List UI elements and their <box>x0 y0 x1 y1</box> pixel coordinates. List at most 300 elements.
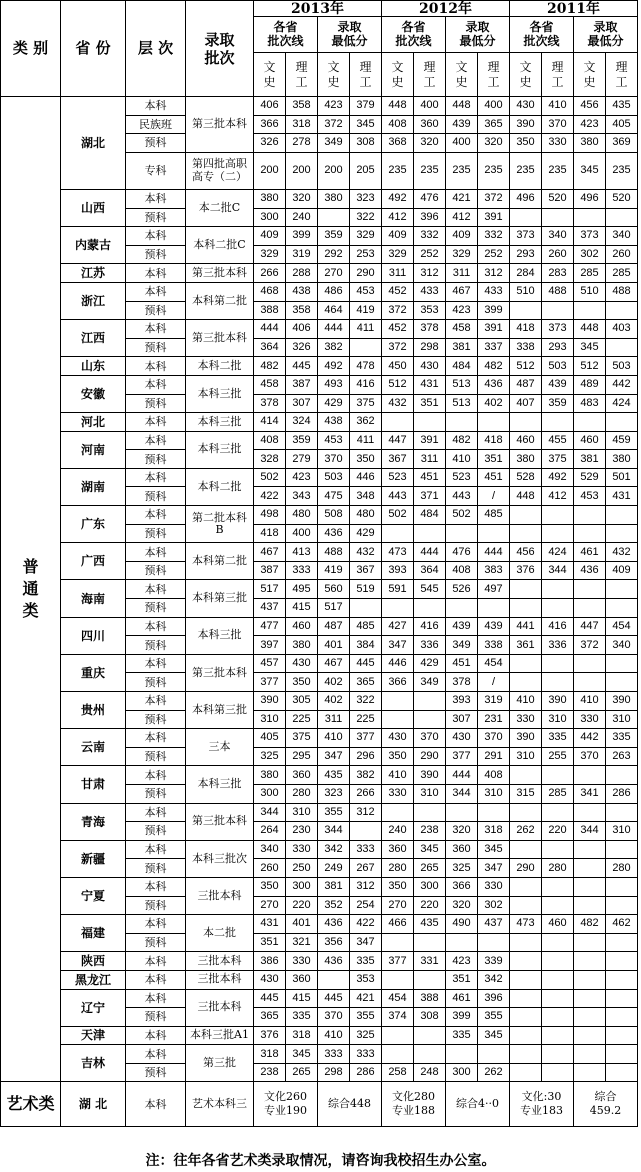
score-cell: 353 <box>350 970 382 989</box>
score-cell: 333 <box>318 1045 350 1064</box>
score-cell: 238 <box>254 1063 286 1082</box>
level-cell: 本科 <box>126 729 186 748</box>
score-cell <box>542 208 574 227</box>
score-cell: 375 <box>286 729 318 748</box>
score-cell: 454 <box>606 617 638 636</box>
score-cell <box>414 970 446 989</box>
header-li-gong: 理 工 <box>414 53 446 97</box>
level-cell: 预科 <box>126 896 186 915</box>
score-cell: 496 <box>510 189 542 208</box>
score-cell: 337 <box>478 338 510 357</box>
score-cell: 520 <box>606 189 638 208</box>
table-row <box>1 357 638 376</box>
level-cell: 本科 <box>126 264 186 283</box>
score-cell: 380 <box>318 189 350 208</box>
batch-cell: 三本 <box>186 729 254 766</box>
province-name: 海南 <box>61 580 126 617</box>
score-cell <box>542 933 574 952</box>
header-batch: 录取 批次 <box>186 1 254 97</box>
score-cell: 312 <box>478 264 510 283</box>
score-cell: 262 <box>478 1063 510 1082</box>
score-cell <box>510 1063 542 1082</box>
score-cell: 353 <box>414 301 446 320</box>
score-cell: 372 <box>382 338 414 357</box>
score-cell <box>606 989 638 1008</box>
score-cell: 326 <box>286 338 318 357</box>
score-cell: 329 <box>254 245 286 264</box>
score-cell: 370 <box>542 115 574 134</box>
score-cell: 355 <box>318 803 350 822</box>
score-cell: 323 <box>350 189 382 208</box>
table-row <box>1 431 638 450</box>
score-cell <box>382 1026 414 1045</box>
score-cell: 370 <box>574 747 606 766</box>
score-cell: 467 <box>446 282 478 301</box>
score-cell <box>574 1063 606 1082</box>
level-cell: 预科 <box>126 933 186 952</box>
score-cell: 335 <box>446 1026 478 1045</box>
score-cell <box>414 524 446 543</box>
score-cell: 265 <box>286 1063 318 1082</box>
score-cell: 452 <box>382 320 414 339</box>
header-province: 省 份 <box>61 1 126 97</box>
score-cell: 485 <box>350 617 382 636</box>
score-cell: 290 <box>414 747 446 766</box>
province-name: 辽宁 <box>61 989 126 1026</box>
score-cell: 336 <box>542 636 574 655</box>
score-cell: 318 <box>286 115 318 134</box>
score-cell: 433 <box>414 282 446 301</box>
art-min-score: 综合 459.2 <box>574 1082 638 1127</box>
score-cell: 302 <box>574 245 606 264</box>
level-cell: 预科 <box>126 450 186 469</box>
score-cell: 523 <box>446 468 478 487</box>
score-cell: 345 <box>478 840 510 859</box>
score-cell <box>574 766 606 785</box>
score-cell: 312 <box>350 877 382 896</box>
score-cell: 419 <box>318 561 350 580</box>
score-cell: 365 <box>350 673 382 692</box>
score-cell: 498 <box>254 506 286 525</box>
score-cell: 200 <box>286 152 318 189</box>
score-cell: 355 <box>350 1008 382 1027</box>
score-cell <box>414 692 446 711</box>
score-cell: 430 <box>414 357 446 376</box>
score-cell: 373 <box>542 320 574 339</box>
score-cell <box>414 413 446 432</box>
score-cell: 253 <box>350 245 382 264</box>
level-cell: 本科 <box>126 97 186 116</box>
score-cell: 325 <box>446 859 478 878</box>
score-cell: 351 <box>254 933 286 952</box>
score-cell: 460 <box>574 431 606 450</box>
score-cell: 367 <box>382 450 414 469</box>
score-cell: 372 <box>574 636 606 655</box>
score-cell <box>606 896 638 915</box>
score-cell: 390 <box>606 692 638 711</box>
province-name: 江苏 <box>61 264 126 283</box>
batch-cell: 本科三批 <box>186 766 254 803</box>
header-batch-line: 各省 批次线 <box>510 17 574 53</box>
score-cell: 373 <box>510 227 542 246</box>
score-cell: 364 <box>414 561 446 580</box>
score-cell: 512 <box>510 357 542 376</box>
score-cell: 336 <box>414 636 446 655</box>
score-cell: 453 <box>318 431 350 450</box>
score-cell: 372 <box>478 189 510 208</box>
header-wen-shi: 文 史 <box>446 53 478 97</box>
score-cell: 387 <box>286 375 318 394</box>
score-cell: 484 <box>446 357 478 376</box>
score-cell <box>478 803 510 822</box>
level-cell: 预科 <box>126 134 186 153</box>
level-cell: 本科 <box>126 189 186 208</box>
score-cell <box>606 599 638 618</box>
level-cell: 专科 <box>126 152 186 189</box>
score-cell: 311 <box>414 450 446 469</box>
score-cell: 290 <box>350 264 382 283</box>
score-cell <box>574 877 606 896</box>
level-cell: 本科 <box>126 654 186 673</box>
score-cell: 399 <box>478 301 510 320</box>
score-cell: 430 <box>510 97 542 116</box>
province-name: 江西 <box>61 320 126 357</box>
score-cell: 397 <box>254 636 286 655</box>
level-cell: 预科 <box>126 245 186 264</box>
score-cell: 342 <box>318 840 350 859</box>
score-cell: 401 <box>318 636 350 655</box>
province-name: 山东 <box>61 357 126 376</box>
score-cell: 435 <box>414 915 446 934</box>
batch-cell: 本科三批 <box>186 375 254 412</box>
table-row <box>1 320 638 339</box>
score-cell: 488 <box>542 282 574 301</box>
level-cell: 本科 <box>126 766 186 785</box>
score-cell: 526 <box>446 580 478 599</box>
score-cell: 248 <box>414 1063 446 1082</box>
score-cell: 296 <box>350 747 382 766</box>
score-cell <box>606 338 638 357</box>
score-cell: 405 <box>606 115 638 134</box>
score-cell: 447 <box>382 431 414 450</box>
score-cell: 331 <box>414 952 446 971</box>
level-cell: 本科 <box>126 1082 186 1127</box>
score-cell: 431 <box>254 915 286 934</box>
score-cell: 305 <box>286 692 318 711</box>
score-cell: 466 <box>382 915 414 934</box>
score-cell: 510 <box>574 282 606 301</box>
score-cell <box>510 413 542 432</box>
score-cell: 493 <box>318 375 350 394</box>
score-cell: 220 <box>286 896 318 915</box>
level-cell: 本科 <box>126 1045 186 1064</box>
score-cell <box>574 599 606 618</box>
score-cell: 373 <box>574 227 606 246</box>
score-cell <box>606 524 638 543</box>
score-cell: 451 <box>446 654 478 673</box>
score-cell: 362 <box>350 413 382 432</box>
score-cell: 477 <box>254 617 286 636</box>
score-cell <box>574 1008 606 1027</box>
header-li-gong: 理 工 <box>542 53 574 97</box>
score-cell: 496 <box>574 189 606 208</box>
score-cell: 280 <box>606 859 638 878</box>
batch-cell: 三批本科 <box>186 952 254 971</box>
score-cell <box>606 654 638 673</box>
score-cell: 432 <box>350 543 382 562</box>
score-cell: 448 <box>382 97 414 116</box>
level-cell: 预科 <box>126 208 186 227</box>
score-cell <box>510 506 542 525</box>
score-cell: 401 <box>286 915 318 934</box>
score-cell: 430 <box>446 729 478 748</box>
score-cell: 460 <box>542 915 574 934</box>
score-cell: 410 <box>318 1026 350 1045</box>
score-cell: 508 <box>318 506 350 525</box>
level-cell: 本科 <box>126 915 186 934</box>
score-cell: 325 <box>350 1026 382 1045</box>
score-cell: 250 <box>286 859 318 878</box>
score-cell: 464 <box>318 301 350 320</box>
score-cell: 335 <box>606 729 638 748</box>
score-cell <box>510 970 542 989</box>
score-cell: 408 <box>478 766 510 785</box>
score-cell <box>574 208 606 227</box>
score-cell: 451 <box>414 468 446 487</box>
province-name: 河北 <box>61 413 126 432</box>
score-cell: 358 <box>286 97 318 116</box>
header-year-2013: 2013年 <box>254 1 382 17</box>
score-cell <box>542 654 574 673</box>
score-cell: 523 <box>382 468 414 487</box>
score-cell: 456 <box>510 543 542 562</box>
score-cell: 402 <box>478 394 510 413</box>
score-cell: 270 <box>318 264 350 283</box>
score-cell <box>606 1063 638 1082</box>
score-cell: 235 <box>510 152 542 189</box>
score-cell: 473 <box>382 543 414 562</box>
header-wen-shi: 文 史 <box>254 53 286 97</box>
province-name: 云南 <box>61 729 126 766</box>
score-cell: 333 <box>286 561 318 580</box>
score-cell: 484 <box>414 506 446 525</box>
score-cell: 380 <box>606 450 638 469</box>
score-cell: 349 <box>446 636 478 655</box>
score-cell <box>606 766 638 785</box>
score-cell <box>382 710 414 729</box>
score-cell: 406 <box>254 97 286 116</box>
score-cell: 423 <box>446 952 478 971</box>
score-cell: 340 <box>606 636 638 655</box>
score-cell: 376 <box>510 561 542 580</box>
score-cell: 263 <box>606 747 638 766</box>
score-cell: 503 <box>318 468 350 487</box>
score-cell <box>478 1045 510 1064</box>
score-cell: 411 <box>350 431 382 450</box>
score-cell: 344 <box>318 822 350 841</box>
score-cell <box>574 580 606 599</box>
score-cell: 453 <box>574 487 606 506</box>
batch-cell: 三批本科 <box>186 989 254 1026</box>
score-cell: 445 <box>318 989 350 1008</box>
level-cell: 本科 <box>126 357 186 376</box>
score-cell: 252 <box>478 245 510 264</box>
score-cell: 381 <box>318 877 350 896</box>
score-cell: 487 <box>318 617 350 636</box>
score-cell <box>542 506 574 525</box>
score-cell: 205 <box>350 152 382 189</box>
score-cell: 443 <box>446 487 478 506</box>
score-cell: 412 <box>446 208 478 227</box>
level-cell: 预科 <box>126 636 186 655</box>
score-cell: 409 <box>254 227 286 246</box>
score-cell: 492 <box>542 468 574 487</box>
score-cell <box>574 673 606 692</box>
score-cell <box>542 673 574 692</box>
score-cell: 429 <box>318 394 350 413</box>
score-cell: 360 <box>446 840 478 859</box>
score-cell: 503 <box>606 357 638 376</box>
table-row <box>1 1026 638 1045</box>
score-cell: 345 <box>286 1045 318 1064</box>
level-cell: 本科 <box>126 580 186 599</box>
score-cell: 340 <box>542 227 574 246</box>
score-cell <box>542 301 574 320</box>
score-cell: 230 <box>286 822 318 841</box>
score-cell: 380 <box>254 766 286 785</box>
score-cell: 431 <box>606 487 638 506</box>
score-cell: 416 <box>542 617 574 636</box>
score-cell <box>510 933 542 952</box>
level-cell: 预科 <box>126 394 186 413</box>
score-cell <box>542 970 574 989</box>
score-cell: 369 <box>606 134 638 153</box>
batch-cell: 本二批C <box>186 189 254 226</box>
table-row <box>1 543 638 562</box>
score-cell: 321 <box>286 933 318 952</box>
score-cell: 260 <box>606 245 638 264</box>
score-cell: 454 <box>382 989 414 1008</box>
score-cell: 308 <box>414 1008 446 1027</box>
score-cell: 310 <box>478 784 510 803</box>
score-cell: 480 <box>350 506 382 525</box>
score-cell: 220 <box>414 896 446 915</box>
header-category: 类 别 <box>1 1 61 97</box>
province-name: 重庆 <box>61 654 126 691</box>
score-cell: 478 <box>350 357 382 376</box>
score-cell: 332 <box>414 227 446 246</box>
score-cell: 249 <box>318 859 350 878</box>
score-cell <box>542 803 574 822</box>
score-cell <box>542 599 574 618</box>
score-cell: 280 <box>542 859 574 878</box>
province-name: 安徽 <box>61 375 126 412</box>
score-cell: 517 <box>254 580 286 599</box>
score-cell: 284 <box>510 264 542 283</box>
score-cell: 377 <box>382 952 414 971</box>
score-cell: 200 <box>318 152 350 189</box>
score-cell: 252 <box>414 245 446 264</box>
score-cell: 510 <box>510 282 542 301</box>
header-level: 层 次 <box>126 1 186 97</box>
score-cell: 482 <box>478 357 510 376</box>
score-cell: 310 <box>606 822 638 841</box>
score-cell <box>510 803 542 822</box>
score-cell: 286 <box>606 784 638 803</box>
score-cell: 302 <box>478 896 510 915</box>
score-cell: 400 <box>286 524 318 543</box>
score-cell: 345 <box>574 338 606 357</box>
score-cell <box>414 710 446 729</box>
header-wen-shi: 文 史 <box>510 53 542 97</box>
score-cell: 320 <box>286 189 318 208</box>
score-cell: 319 <box>478 692 510 711</box>
score-cell: 482 <box>446 431 478 450</box>
score-cell <box>574 970 606 989</box>
score-cell <box>478 413 510 432</box>
score-cell <box>382 524 414 543</box>
score-cell: 380 <box>254 189 286 208</box>
header-li-gong: 理 工 <box>286 53 318 97</box>
score-cell: 402 <box>318 673 350 692</box>
score-cell: 455 <box>542 431 574 450</box>
score-cell: 324 <box>286 413 318 432</box>
batch-cell: 三批本科 <box>186 877 254 914</box>
batch-cell: 本科三批次 <box>186 840 254 877</box>
score-cell: 300 <box>446 1063 478 1082</box>
score-cell: 300 <box>254 208 286 227</box>
province-name: 甘肃 <box>61 766 126 803</box>
score-cell: 310 <box>254 710 286 729</box>
score-cell: 482 <box>574 915 606 934</box>
score-cell: 406 <box>286 320 318 339</box>
score-cell: 311 <box>446 264 478 283</box>
art-batch-line: 文化280 专业188 <box>382 1082 446 1127</box>
score-cell: 400 <box>478 97 510 116</box>
score-cell: 445 <box>350 654 382 673</box>
header-min-score: 录取 最低分 <box>318 17 382 53</box>
score-cell: 310 <box>542 710 574 729</box>
score-cell: 390 <box>510 729 542 748</box>
score-cell: 338 <box>510 338 542 357</box>
score-cell: 418 <box>478 431 510 450</box>
province-name: 黑龙江 <box>61 970 126 989</box>
batch-cell: 本科三批 <box>186 413 254 432</box>
score-cell: 262 <box>510 822 542 841</box>
score-cell: 467 <box>318 654 350 673</box>
score-cell: 497 <box>478 580 510 599</box>
province-name: 宁夏 <box>61 877 126 914</box>
score-cell <box>606 673 638 692</box>
score-cell <box>606 580 638 599</box>
level-cell: 预科 <box>126 673 186 692</box>
province-name: 湖 北 <box>61 1082 126 1127</box>
score-cell: 375 <box>542 450 574 469</box>
score-cell: 326 <box>254 134 286 153</box>
score-cell: 438 <box>286 282 318 301</box>
batch-cell: 本科二批 <box>186 357 254 376</box>
table-row <box>1 989 638 1008</box>
score-cell: 332 <box>478 227 510 246</box>
score-cell: 414 <box>254 413 286 432</box>
score-cell: 545 <box>414 580 446 599</box>
score-cell <box>478 933 510 952</box>
score-cell <box>446 599 478 618</box>
score-cell: 410 <box>318 729 350 748</box>
header-min-score: 录取 最低分 <box>446 17 510 53</box>
art-min-score: 综合448 <box>318 1082 382 1127</box>
score-cell: 377 <box>254 673 286 692</box>
